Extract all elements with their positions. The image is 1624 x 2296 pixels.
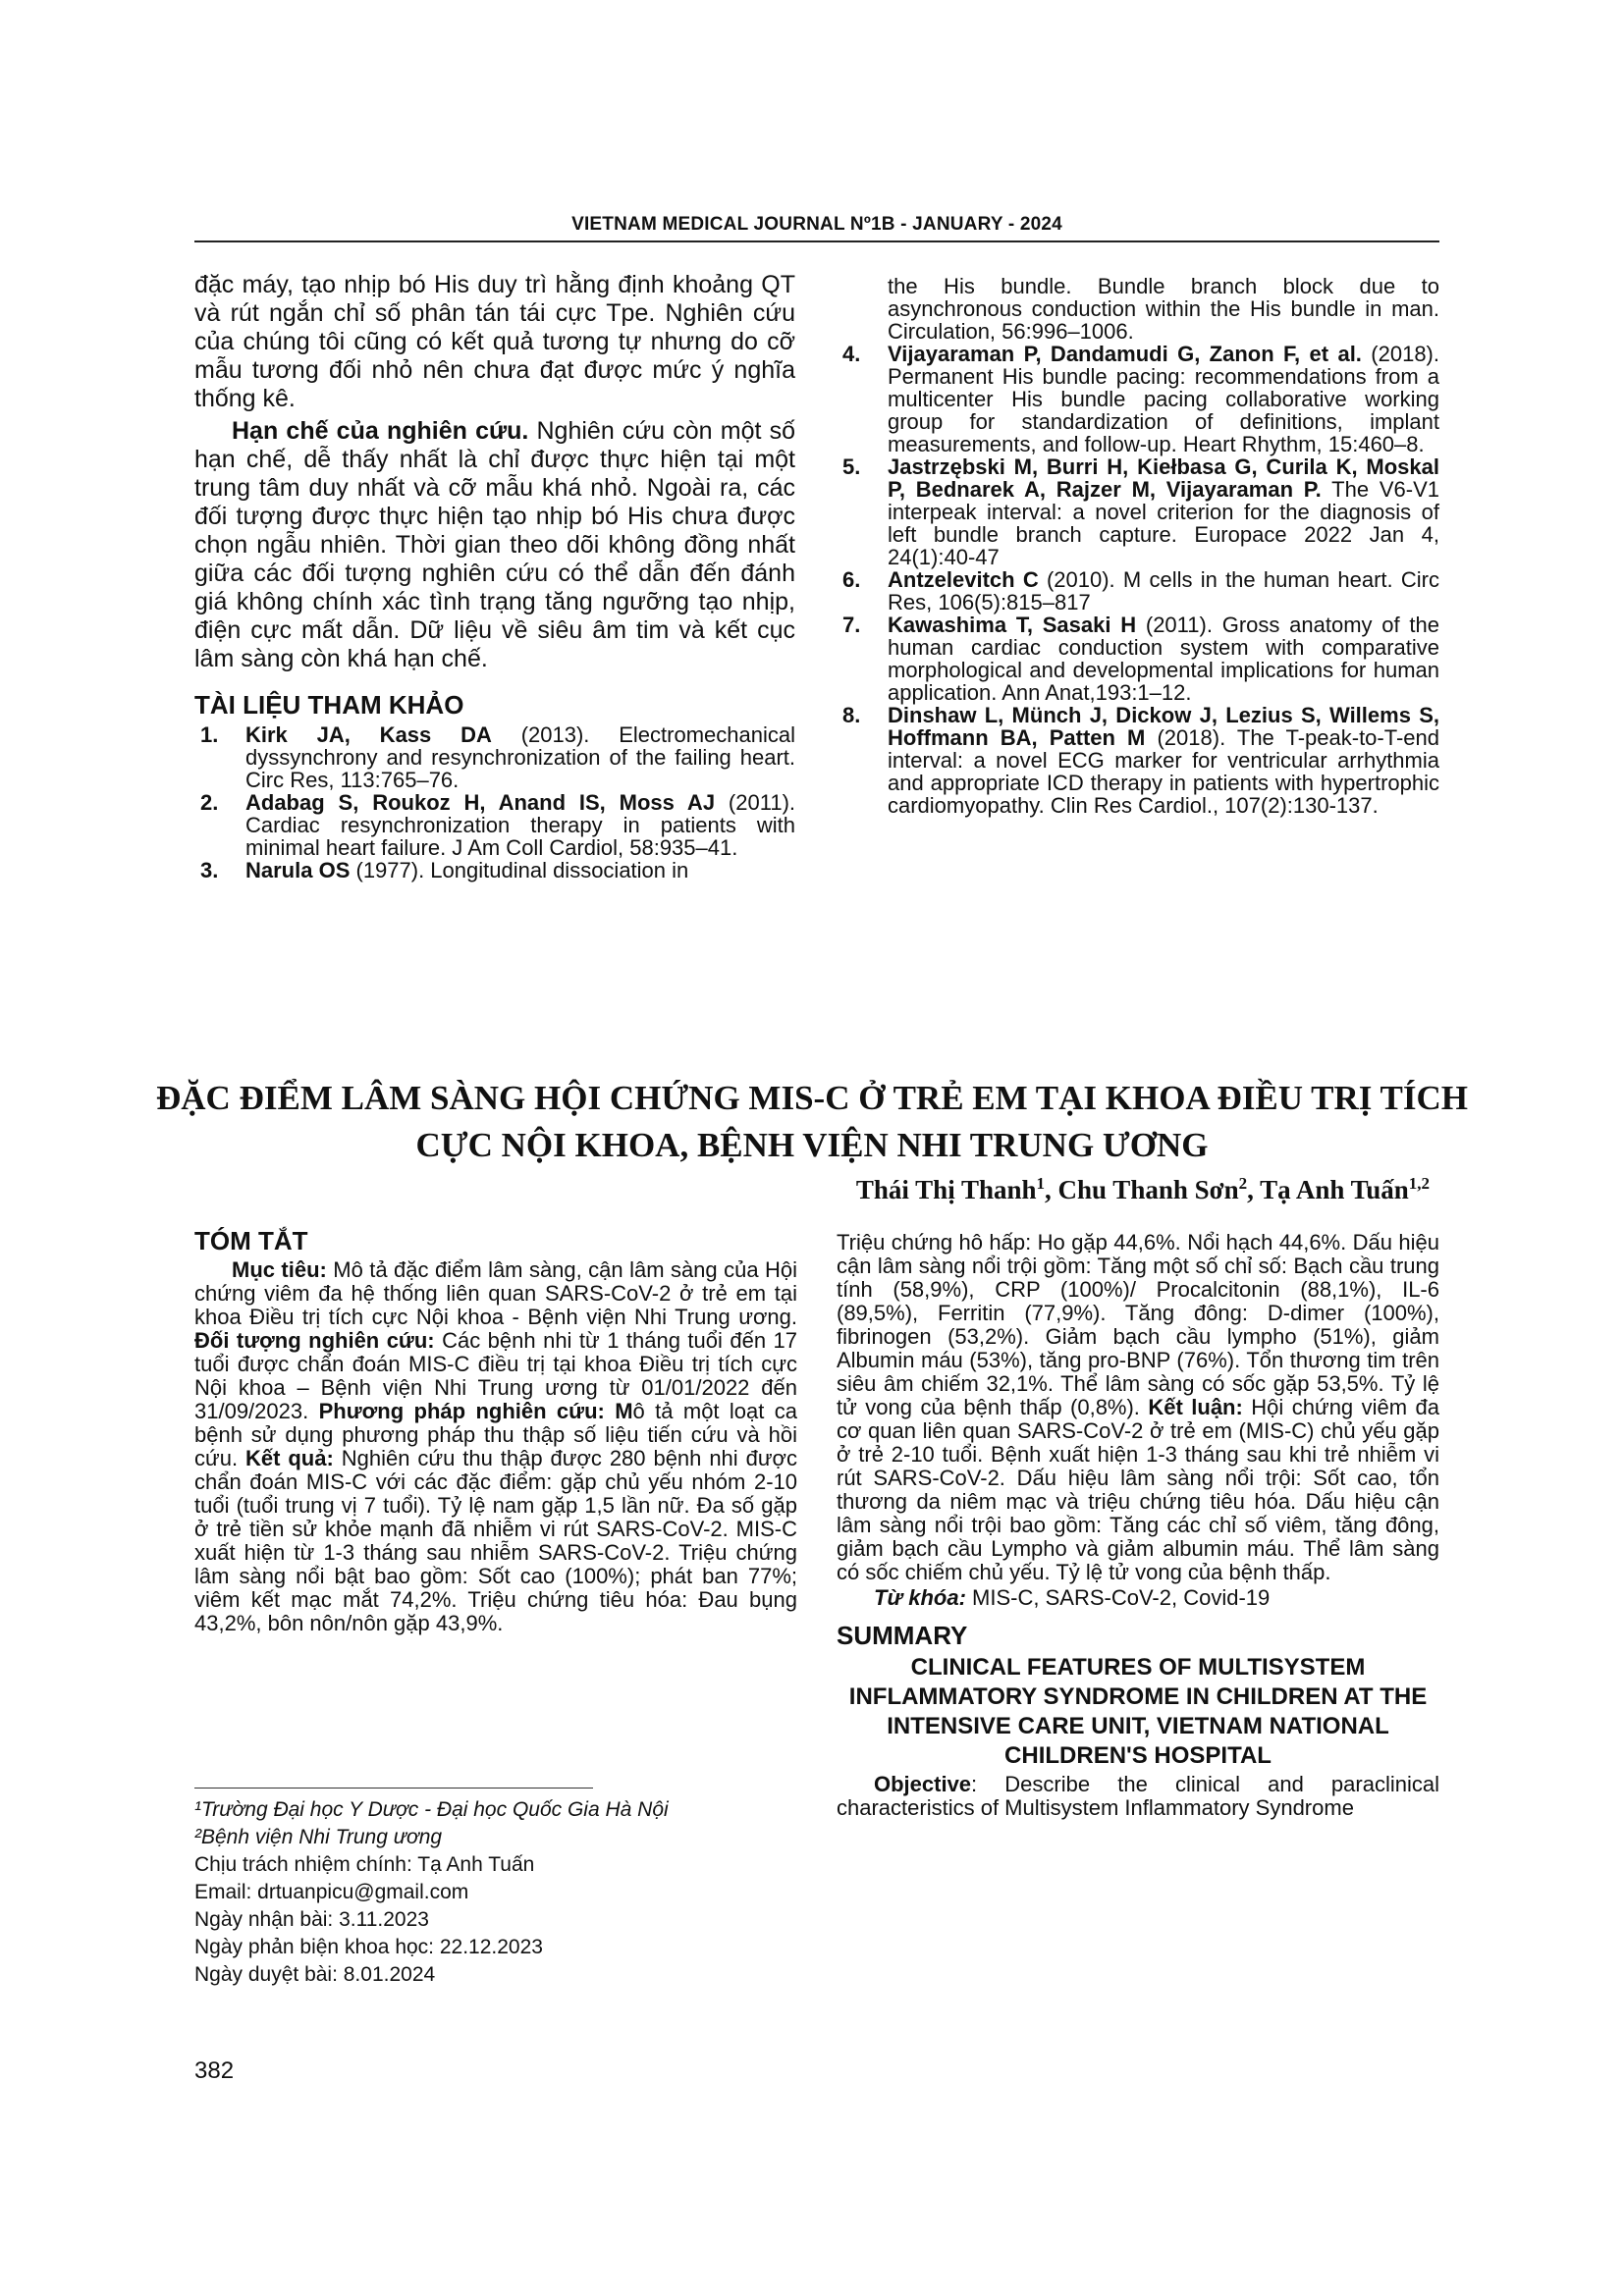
- header-rule: [194, 240, 1439, 242]
- reference-item: 7. Kawashima T, Sasaki H (2011). Gross anatomy of the human cardiac conduction system with comparative morphological and developmental implications for human application. Ann Anat,193:1–12.: [842, 613, 1439, 705]
- page-number: 382: [194, 2057, 235, 2084]
- date-received: Ngày nhận bài: 3.11.2023: [194, 1908, 429, 1931]
- date-accepted: Ngày duyệt bài: 8.01.2024: [194, 1963, 436, 1986]
- reference-item: 8. Dinshaw L, Münch J, Dickow J, Lezius S, Willems S, Hoffmann BA, Patten M (2018). The T-peak-to-T-end interval: a novel ECG marker for ventricular arrhythmia and appropriate ICD therapy in patients with hypertrophic cardiomyopathy. Clin Res Cardiol., 107(2):130-137.: [842, 703, 1439, 818]
- reference-item: 1. Kirk JA, Kass DA (2013). Electromechanical dyssynchrony and resynchronization of the failing heart. Circ Res, 113:765–76.: [200, 722, 795, 792]
- reference-item: 6. Antzelevitch C (2010). M cells in the human heart. Circ Res, 106(5):815–817: [842, 567, 1439, 614]
- summary-objective: Objective: Describe the clinical and paraclinical characteristics of Multisystem Inflammatory Syndrome: [837, 1772, 1439, 1820]
- references-list-right: [837, 275, 1439, 817]
- references-heading: TÀI LIỆU THAM KHẢO: [194, 690, 464, 720]
- reference-item: 3. Narula OS (1977). Longitudinal dissociation in: [200, 858, 689, 882]
- abstract-heading: TÓM TẮT: [194, 1226, 308, 1255]
- abstract-right: [837, 1231, 1439, 1820]
- keywords: Từ khóa: MIS-C, SARS-CoV-2, Covid-19: [874, 1585, 1271, 1610]
- abstract-left: [194, 1226, 797, 1635]
- article-title: ĐẶC ĐIỂM LÂM SÀNG HỘI CHỨNG MIS-C Ở TRẺ EM TẠI KHOA ĐIỀU TRỊ TÍCH CỰC NỘI KHOA, BỆNH VIỆN NHI TRUNG ƯƠNG: [156, 1079, 1468, 1164]
- limitations-text: Nghiên cứu còn một số hạn chế, dễ thấy nhất là chỉ được thực hiện tại một trung tâm duy nhất và cỡ mẫu khá nhỏ. Ngoài ra, các đối tượng được thực hiện tạo nhịp bó His chưa được chọn ngẫu nhiên. Thời gian theo dõi không đồng nhất giữa các đối tượng nghiên cứu có thể dẫn đến đánh giá không chính xác tình trạng tăng ngưỡng tạo nhịp, điện cực mất dẫn. Dữ liệu về siêu âm tim và kết cục lâm sàng còn khá hạn chế.: [194, 417, 796, 672]
- summary-heading: SUMMARY: [837, 1621, 968, 1650]
- reference-item: 2. Adabag S, Roukoz H, Anand IS, Moss AJ (2011). Cardiac resynchronization therapy in patients with minimal heart failure. J Am Coll Cardiol, 58:935–41.: [200, 790, 796, 860]
- corresponding-author: Chịu trách nhiệm chính: Tạ Anh Tuấn: [194, 1853, 535, 1876]
- references-list-left: [194, 723, 795, 881]
- discussion-paragraph: đặc máy, tạo nhịp bó His duy trì hằng định khoảng QT và rút ngắn chỉ số phân tán tái cực Tpe. Nghiên cứu của chúng tôi cũng có kết quả tương tự nhưng do cỡ mẫu tương đối nhỏ nên chưa đạt được mức ý nghĩa thống kê.: [194, 271, 795, 412]
- email: Email: drtuanpicu@gmail.com: [194, 1881, 469, 1903]
- abstract-body-continued: Triệu chứng hô hấp: Ho gặp 44,6%. Nổi hạch 44,6%. Dấu hiệu cận lâm sàng nổi trội gồm: Tăng một số chỉ số: Bạch cầu trung tính (58,9%), CRP (100%)/ Procalcitonin (88,1%), IL-6 (89,5%), Ferritin (77,9%). Tăng đông: D-dimer (100%), fibrinogen (53,2%). Giảm bạch cầu lympho (51%), giảm Albumin máu (53%), tăng pro-BNP (76%). Tổn thương tim trên siêu âm chiếm 32,1%. Thể lâm sàng có sốc gặp 53,5%. Tỷ lệ tử vong của bệnh thấp (0,8%). Kết luận: Hội chứng viêm đa cơ quan liên quan SARS-CoV-2 ở trẻ em (MIS-C) chủ yếu gặp ở trẻ 2-10 tuổi. Bệnh xuất hiện 1-3 tháng sau khi trẻ nhiễm vi rút SARS-CoV-2. Dấu hiệu lâm sàng nổi trội: Sốt cao, tổn thương da niêm mạc và triệu chứng tiêu hóa. Dấu hiệu cận lâm sàng nổi trội bao gồm: Tăng các chỉ số viêm, tăng đông, giảm bạch cầu Lympho và giảm albumin máu. Thể lâm sàng có sốc chiếm chủ yếu. Tỷ lệ tử vong của bệnh thấp.: [837, 1230, 1439, 1584]
- reference-item: 4. Vijayaraman P, Dandamudi G, Zanon F, et al. (2018). Permanent His bundle pacing: recommendations from a multicenter His bundle pacing collaborative working group for standardization of definitions, implant measurements, and follow-up. Heart Rhythm, 15:460–8.: [842, 342, 1439, 456]
- limitations-paragraph: [194, 417, 795, 673]
- affiliation-2: ²Bệnh viện Nhi Trung ương: [194, 1826, 443, 1848]
- right-column-top: [837, 275, 1439, 817]
- reference-item-continued: the His bundle. Bundle branch block due to asynchronous conduction within the His bundle in man. Circulation, 56:996–1006.: [888, 274, 1439, 344]
- footnote-rule: [194, 1788, 593, 1789]
- date-reviewed: Ngày phản biện khoa học: 22.12.2023: [194, 1936, 543, 1958]
- summary-title: CLINICAL FEATURES OF MULTISYSTEM INFLAMMATORY SYNDROME IN CHILDREN AT THE INTENSIVE CARE UNIT, VIETNAM NATIONAL CHILDREN'S HOSPITAL: [848, 1654, 1428, 1769]
- left-column-top: [194, 271, 795, 881]
- abstract-body: Mục tiêu: Mô tả đặc điểm lâm sàng, cận lâm sàng của Hội chứng viêm đa hệ thống liên quan SARS-CoV-2 ở trẻ em tại khoa Điều trị tích cực Nội khoa - Bệnh viện Nhi Trung ương. Đối tượng nghiên cứu: Các bệnh nhi từ 1 tháng tuổi đến 17 tuổi được chẩn đoán MIS-C điều trị tại khoa Điều trị tích cực Nội khoa – Bệnh viện Nhi Trung ương từ 01/01/2022 đến 31/09/2023. Phương pháp nghiên cứu: Mô tả một loạt ca bệnh sử dụng phương pháp thu thập số liệu tiến cứu và hồi cứu. Kết quả: Nghiên cứu thu thập được 280 bệnh nhi được chẩn đoán MIS-C với các đặc điểm: gặp chủ yếu nhóm 2-10 tuổi (tuổi trung vị 7 tuổi). Tỷ lệ nam gặp 1,5 lần nữ. Đa số gặp ở trẻ tiền sử khỏe mạnh đã nhiễm vi rút SARS-CoV-2. MIS-C xuất hiện từ 1-3 tháng sau nhiễm SARS-CoV-2. Triệu chứng lâm sàng nổi bật bao gồm: Sốt cao (100%); phát ban 77%; viêm kết mạc mắt 74,2%. Triệu chứng tiêu hóa: Đau bụng 43,2%, bôn nôn/nôn gặp 43,9%.: [194, 1257, 797, 1635]
- limitations-label: Hạn chế của nghiên cứu.: [232, 417, 529, 445]
- article-authors: Thái Thị Thanh$^1$, Chu Thanh Sơn$^2$, Tạ Anh Tuấn$^{1,2}$: [855, 1174, 1430, 1204]
- affiliation-1: ¹Trường Đại học Y Dược - Đại học Quốc Gia Hà Nội: [194, 1798, 669, 1821]
- reference-item: 5. Jastrzębski M, Burri H, Kiełbasa G, Curila K, Moskal P, Bednarek A, Rajzer M, Vijayaraman P. The V6-V1 interpeak interval: a novel criterion for the diagnosis of left bundle branch capture. Europace 2022 Jan 4, 24(1):40-47: [842, 454, 1439, 569]
- journal-header: VIETNAM MEDICAL JOURNAL Nº1B - JANUARY - 2024: [571, 214, 1062, 235]
- footnotes: [194, 1796, 803, 1989]
